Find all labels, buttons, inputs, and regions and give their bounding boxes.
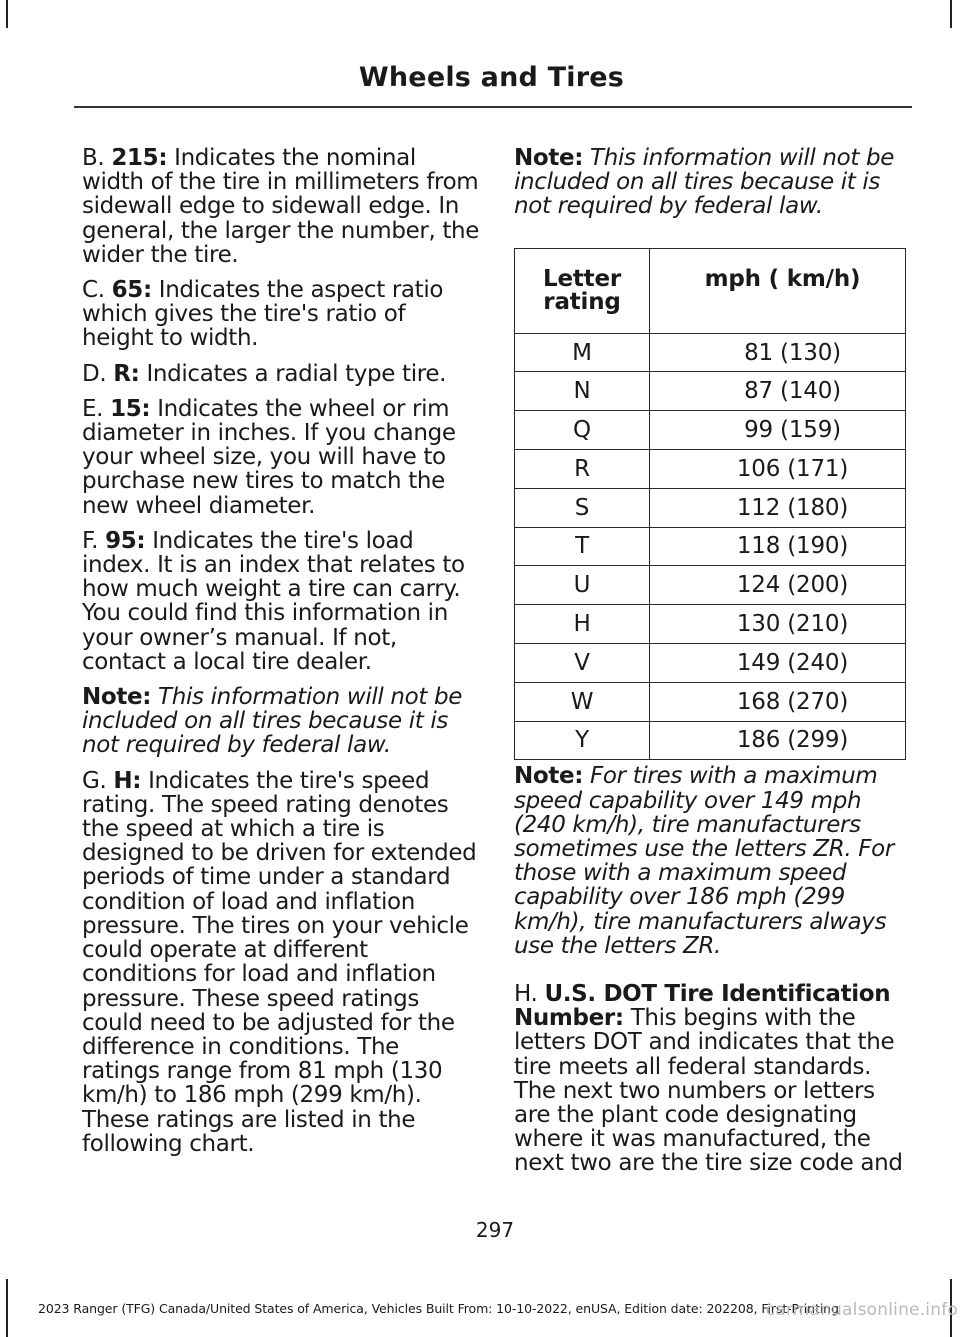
paragraph-text: Indicates the nominal width of the tire in millimeters from sidewall edge to sidewall edge. In general, the larger the number, the wider the tire. (82, 145, 480, 268)
paragraph-text: Indicates the tire's speed rating. The speed rating denotes the speed at which a tire is designed to be driven for extended periods of time under a standard condition of load and inflation pressure. The tires on your vehicle could operate at different conditions for load and inflation pressure. These speed ratings could need to be adjusted for the difference in conditions. The ratings range from 81 mph (130 km/h) to 186 mph (299 km/h). These ratings are listed in the following chart. (82, 767, 477, 1157)
page-number: 297 (475, 1218, 515, 1242)
crop-mark-top-right-vertical (950, 0, 952, 28)
note-label: Note: (82, 684, 152, 711)
cell-letter-rating: Q (515, 411, 650, 450)
section-title: Wheels and Tires (358, 62, 624, 93)
table-row (515, 605, 906, 644)
cell-letter-rating: R (515, 450, 650, 489)
note-2 (514, 146, 912, 219)
paragraph-label: 65: (111, 277, 152, 304)
note-text: For tires with a maximum speed capability over 149 mph (240 km/h), tire manufacturers sometimes use the letters ZR. For those with a maximum speed capability over 186 mph (299 km/h), tire manufacturers always use the letters ZR. (514, 763, 894, 959)
note-text: This information will not be included on all tires because it is not required by federal law. (514, 145, 895, 220)
note-label: Note: (514, 763, 584, 790)
cell-letter-rating: U (515, 566, 650, 605)
cell-letter-rating: W (515, 682, 650, 721)
paragraph-prefix: D. (82, 360, 114, 387)
table-row (515, 566, 906, 605)
paragraph-prefix: C. (82, 277, 112, 304)
speed-rating-table (514, 248, 906, 761)
cell-speed: 87 (140) (650, 372, 906, 411)
cell-speed: 149 (240) (650, 643, 906, 682)
paragraph-h (514, 982, 912, 1176)
header-speed: mph ( km/h) (650, 248, 906, 333)
cell-letter-rating: V (515, 643, 650, 682)
paragraph-text: Indicates the aspect ratio which gives the tire's ratio of height to width. (82, 277, 444, 352)
paragraph-text: This begins with the letters DOT and indicates that the tire meets all federal standards. The next two numbers or letters are the plant code designating where it was manufactured, the next two are the tire size code and (514, 1005, 903, 1177)
paragraph-prefix: B. (82, 145, 112, 171)
cell-letter-rating: T (515, 527, 650, 566)
cell-letter-rating: M (515, 333, 650, 372)
table-header-row (515, 248, 906, 333)
table-row (515, 527, 906, 566)
paragraph-prefix: G. (82, 767, 114, 794)
edition-footer: 2023 Ranger (TFG) Canada/United States of America, Vehicles Built From: 10-10-2022, enUSA, Edition date: 202208, First-Printing (38, 1301, 839, 1316)
cell-letter-rating: H (515, 605, 650, 644)
table-row (515, 411, 906, 450)
note-1 (82, 685, 482, 758)
table-row (515, 643, 906, 682)
paragraph-label: 15: (110, 395, 151, 422)
paragraph-b (82, 146, 482, 267)
paragraph-f (82, 529, 482, 674)
cell-speed: 112 (180) (650, 488, 906, 527)
cell-speed: 168 (270) (650, 682, 906, 721)
note-label: Note: (514, 145, 584, 171)
note-text: This information will not be included on all tires because it is not required by federal law. (82, 684, 463, 759)
table-row (515, 488, 906, 527)
crop-mark-top-left-vertical (6, 0, 8, 28)
cell-speed: 186 (299) (650, 721, 906, 760)
right-column (514, 146, 912, 1187)
cell-speed: 118 (190) (650, 527, 906, 566)
cell-speed: 124 (200) (650, 566, 906, 605)
cell-speed: 130 (210) (650, 605, 906, 644)
cell-speed: 99 (159) (650, 411, 906, 450)
cell-letter-rating: Y (515, 721, 650, 760)
paragraph-text: Indicates a radial type tire. (139, 360, 447, 387)
paragraph-label: U.S. DOT Tire Identification Number: (514, 981, 891, 1032)
paragraph-d (82, 362, 482, 386)
left-column (82, 146, 482, 1167)
paragraph-c (82, 278, 482, 351)
paragraph-label: H: (113, 767, 142, 794)
paragraph-g (82, 769, 482, 1156)
paragraph-text: Indicates the wheel or rim diameter in inches. If you change your wheel size, you will have to purchase new tires to match the new wheel diameter. (82, 395, 456, 519)
table-row (515, 372, 906, 411)
paragraph-label: 95: (105, 527, 146, 554)
paragraph-text: Indicates the tire's load index. It is an index that relates to how much weight a tire can carry. You could find this information in your owner’s manual. If not, contact a local tire dealer. (82, 527, 465, 675)
table-row (515, 721, 906, 760)
cell-letter-rating: N (515, 372, 650, 411)
paragraph-label: 215: (111, 145, 168, 171)
paragraph-e (82, 397, 482, 518)
table-row (515, 333, 906, 372)
cell-speed: 106 (171) (650, 450, 906, 489)
cell-letter-rating: S (515, 488, 650, 527)
table-row (515, 450, 906, 489)
paragraph-label: R: (113, 360, 140, 387)
watermark: carmanualsonline.info (765, 1300, 958, 1320)
table-row (515, 682, 906, 721)
header-letter-rating: Letter rating (515, 248, 650, 333)
paragraph-prefix: E. (82, 395, 111, 422)
header-rule (74, 106, 912, 108)
note-3 (514, 764, 912, 958)
cell-speed: 81 (130) (650, 333, 906, 372)
paragraph-prefix: F. (82, 527, 106, 554)
paragraph-prefix: H. (514, 981, 545, 1007)
crop-mark-bottom-left-vertical (6, 1279, 8, 1337)
